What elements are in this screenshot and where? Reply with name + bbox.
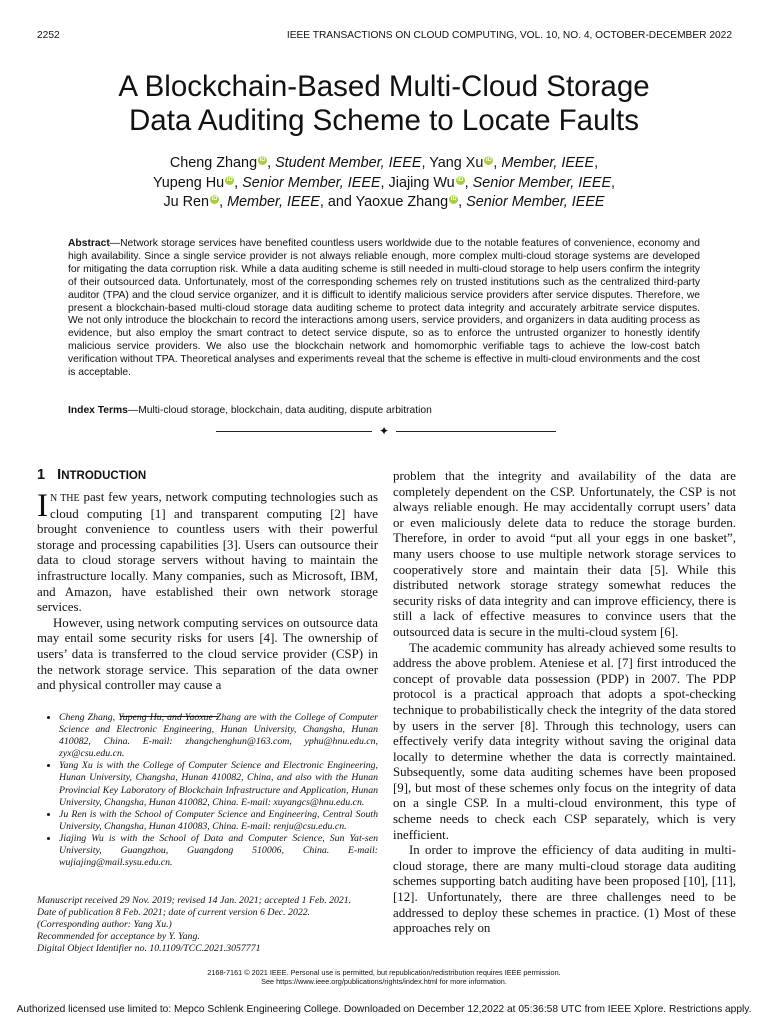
orcid-icon[interactable]: iD <box>485 157 492 164</box>
index-terms-label: Index Terms <box>68 405 128 416</box>
page-number: 2252 <box>37 30 60 41</box>
date-line: Recommended for acceptance by Y. Yang. <box>37 931 200 942</box>
paragraph: The academic community has already achieved some results to address the above problem. Ateniese et al. [7] first introduced the concept of provable data possession (PDP) in 2007. The PDP protocol is a practical approach that adopts a spot-checking technique to probabilistically check the integrity of the data stored by users in the server [8]. Through this technology, users can effectively verify data integrity without saving the original data locally to determine whether the data is correctly maintained. Subsequently, some data auditing schemes have been proposed [9], but most of these schemes only focus on the integrity of data on a single CSP. In a multi-cloud environment, this type of scheme needs to check each CSP separately, which is very inefficient. <box>393 640 736 842</box>
footnotes <box>37 712 378 869</box>
date-line: Date of publication 8 Feb. 2021; date of current version 6 Dec. 2022. <box>37 907 311 918</box>
left-column <box>37 490 378 694</box>
right-column <box>393 469 736 937</box>
date-line: Manuscript received 29 Nov. 2019; revised 14 Jan. 2021; accepted 1 Feb. 2021. <box>37 895 352 906</box>
paragraph <box>37 490 378 616</box>
paragraph-text: past few years, network computing technologies such as cloud computing [1] and transparent computing [2] have brought convenience to countless users with their powerful storage and processing capabilities [3]. Users can outsource their data to cloud storage servers without having to maintain the infrastructure locally. Many companies, such as Microsoft, IBM, and Amazon, have established their own network storage services. <box>37 490 379 615</box>
abstract-label: Abstract <box>68 238 110 249</box>
orcid-icon[interactable]: iD <box>457 176 464 183</box>
author-name: Yang Xu <box>429 155 484 171</box>
abstract-text: —Network storage services have benefited countless users worldwide due to the notable features of convenience, economy and high availability. Since a single service provider is not always reliable enough, more complex multi-cloud storage systems are developed for mitigating the data corruption risk. While a data auditing scheme is still needed in multi-cloud storage to help users confirm the integrity of their outsourced data. Unfortunately, most of the corresponding schemes rely on trusted institutions such as the centralized third-party auditor (TPA) and the cloud service organizer, and it is difficult to identify malicious service providers after service disputes. Therefore, we present a blockchain-based multi-cloud storage data auditing scheme to protect data integrity and accurately arbitrate service disputes. We not only introduce the blockchain to record the interactions among users, service providers, and organizers in data auditing process as evidence, but also employ the smart contract to detect service dispute, so as to enforce the untrusted organizer to honestly identify malicious service providers. We also use the blockchain network and homomorphic verifiable tags to achieve the low-cost batch verification without TPA. Theoretical analyses and experiments reveal that the scheme is effective in multi-cloud environments and the cost is acceptable. <box>68 238 700 379</box>
author-name: Cheng Zhang <box>169 155 258 171</box>
paragraph: In order to improve the efficiency of data auditing in multi-cloud storage, there are many multi-cloud storage data auditing schemes supporting batch auditing have been proposed [10], [11], [12]. Unfortunately, there are three challenges need to be addressed to deploy these schemes in practice. (1) Most of these approaches rely on <box>393 843 736 936</box>
index-terms-text: —Multi-cloud storage, blockchain, data auditing, dispute arbitration <box>127 405 432 416</box>
orcid-icon[interactable]: iD <box>450 196 457 203</box>
footnote-item: • Ju Ren is with the School of Computer Science and Engineering, Central South University, Changsha, Hunan 410083, China. E-mail: renju@csu.edu.cn. <box>59 809 378 833</box>
paragraph: problem that the integrity and availability of the data are completely dependent on the CSP. Unfortunately, the CSP is not always reliable enough. He may accidentally corrupt users’ data or even maliciously delete data to reduce the storage burden. Therefore, in order to avoid “put all your eggs in one basket”, many users choose to use multiple network storage services to cooperatively store and maintain their data [5]. While this distributed network storage strategy somewhat reduces the security risks of data integrity and can improve efficiency, there is still a lack of effective measures to convince users that the outsourced data is secure in the multi-cloud system [6]. <box>393 469 736 639</box>
orcid-icon[interactable]: iD <box>259 157 266 164</box>
section-number: 1 <box>37 467 46 483</box>
orcid-icon[interactable]: iD <box>226 176 233 183</box>
index-terms <box>68 404 700 417</box>
footnote-item: • Cheng Zhang, Yupeng Hu, and Yaoxue Zhang are with the College of Computer Science and Electronic Engineering, Hunan University, Changsha, Hunan 410082, China. E-mail: zhangchenghun@163.com, yphu@hnu.edu.cn, zyx@csu.edu.cn. <box>59 712 378 760</box>
copyright-notice <box>0 968 768 986</box>
author-role: Member, IEEE <box>501 155 595 171</box>
section-title-rest: NTRODUCTION <box>61 470 147 482</box>
orcid-icon[interactable]: iD <box>211 196 218 203</box>
running-header <box>37 30 732 44</box>
divider-diamond-icon: ✦ <box>378 424 390 438</box>
small-caps-lead: N THE <box>50 493 80 504</box>
author-role: Senior Member, IEEE <box>466 194 605 210</box>
author-name: Ju Ren <box>163 194 210 210</box>
divider-left <box>216 431 372 432</box>
date-line: (Corresponding author: Yang Xu.) <box>37 919 172 930</box>
footnote-item: • Jiajing Wu is with the School of Data and Computer Science, Sun Yat-sen University, Guangzhou, Guangdong 510006, China. E-mail: wujiajing@mail.sysu.edu.cn. <box>59 833 378 869</box>
section-title-initial: I <box>57 467 62 483</box>
title-line-2: Data Auditing Scheme to Locate Faults <box>129 104 639 137</box>
author-role: Senior Member, IEEE <box>242 174 381 191</box>
footnote-item: • Yang Xu is with the College of Computer Science and Electronic Engineering, Hunan University, Changsha, Hunan 410082, China, and also with the Hunan Provincial Key Laboratory of Blockchain Infrastructure and Application, Hunan University, Changsha, Hunan 410082, China. E-mail: xuyangcs@hnu.edu.cn. <box>59 760 378 808</box>
drop-cap: I <box>37 488 48 524</box>
author-name: Jiajing Wu <box>388 174 455 191</box>
divider-right <box>396 431 556 432</box>
manuscript-dates <box>37 895 378 955</box>
author-role: Senior Member, IEEE <box>472 174 612 191</box>
authorized-use-notice: Authorized licensed use limited to: Mepco Schlenk Engineering College. Downloaded on December 12,2022 at 05:36:58 UTC from IEEE Xplore. Restrictions apply. <box>16 1004 752 1015</box>
paragraph: However, using network computing services on outsource data may entail some security risks for users [4]. The ownership of users’ data is transferred to the cloud service provider (CSP) in the network storage service. This separation of the data owner and physical controller may cause a <box>37 615 378 693</box>
author-conjunction: and <box>327 194 352 210</box>
copyright-line: 2168-7161 © 2021 IEEE. Personal use is permitted, but republication/redistribution requires IEEE permission. <box>207 968 561 977</box>
title-line-1: A Blockchain-Based Multi-Cloud Storage <box>118 70 650 103</box>
paper-title <box>0 70 768 138</box>
author-list: Cheng Zhang iD , Student Member, IEEE, Yang Xu iD , Member, IEEE, Yupeng Hu iD , Senior Member, IEEE, Jiajing Wu iD , Senior Member, IEEE, Ju Ren iD , Member, IEEE, and Yaoxue Zhang iD , Senior Member, IEEE <box>152 155 616 210</box>
author-role: Member, IEEE <box>227 194 320 210</box>
author-name: Yupeng Hu <box>152 174 225 191</box>
abstract <box>68 238 700 380</box>
author-role: Student Member, IEEE <box>275 155 422 171</box>
rights-link[interactable]: See https://www.ieee.org/publications/rights/index.html for more information. <box>261 977 507 986</box>
section-heading <box>37 467 146 483</box>
doi-line: Digital Object Identifier no. 10.1109/TCC.2021.3057771 <box>37 943 261 954</box>
author-name: Yaoxue Zhang <box>355 194 449 210</box>
journal-name: IEEE TRANSACTIONS ON CLOUD COMPUTING, VOL. 10, NO. 4, OCTOBER-DECEMBER 2022 <box>286 30 732 41</box>
